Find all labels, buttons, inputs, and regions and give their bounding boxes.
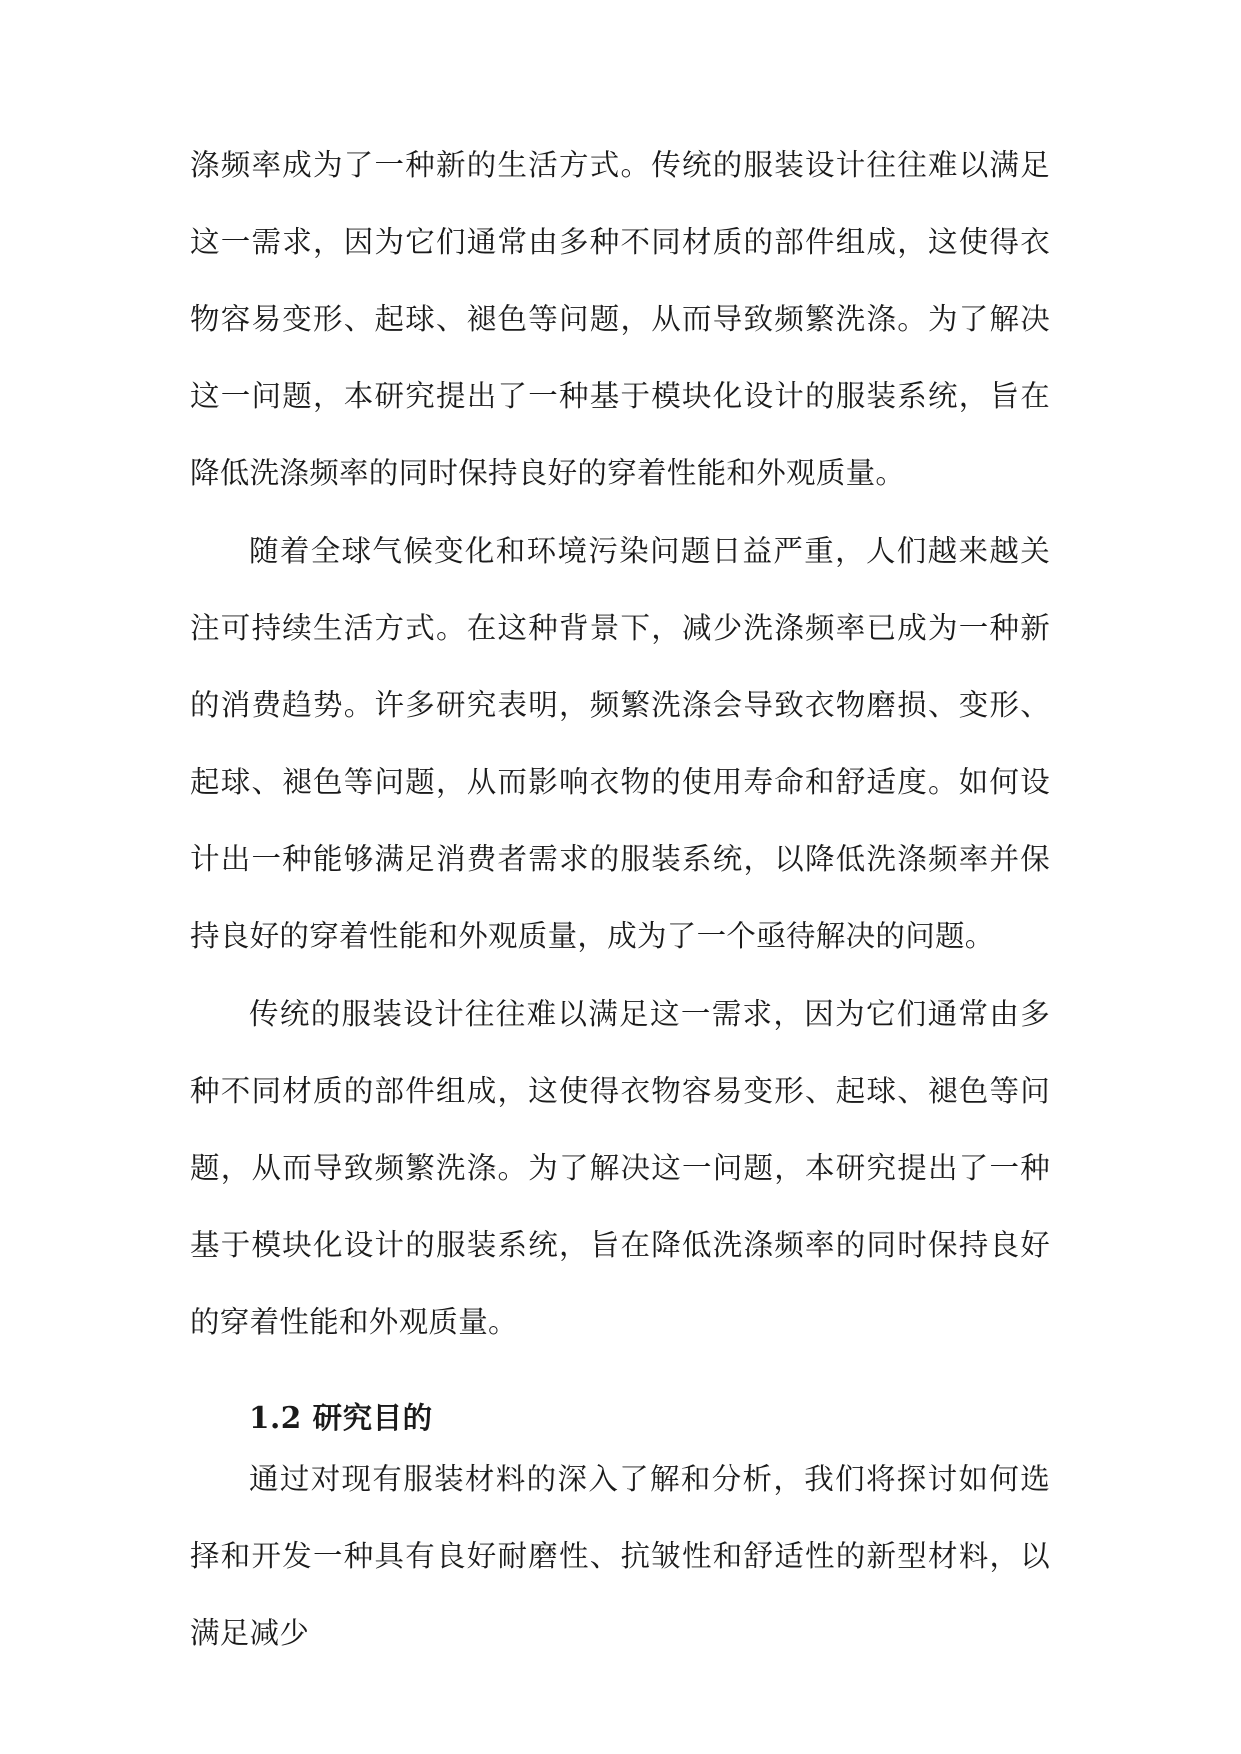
paragraph-continuation (190, 127, 1050, 512)
section-heading: 1.2 研究目的 (249, 1400, 433, 1435)
paragraph-background (190, 513, 1050, 975)
paragraph-text: 涤频率成为了一种新的生活方式。传统的服装设计往往难以满足这一需求，因为它们通常由多种不同材质的部件组成，这使得衣物容易变形、起球、褪色等问题，从而导致频繁洗涤。为了解决这一问题，本研究提出了一种基于模块化设计的服装系统，旨在降低洗涤频率的同时保持良好的穿着性能和外观质量。 (190, 148, 1050, 490)
paragraph-text: 随着全球气候变化和环境污染问题日益严重，人们越来越关注可持续生活方式。在这种背景下，减少洗涤频率已成为一种新的消费趋势。许多研究表明，频繁洗涤会导致衣物磨损、变形、起球、褪色等问题，从而影响衣物的使用寿命和舒适度。如何设计出一种能够满足消费者需求的服装系统，以降低洗涤频率并保持良好的穿着性能和外观质量，成为了一个亟待解决的问题。 (190, 534, 1050, 953)
paragraph-text: 传统的服装设计往往难以满足这一需求，因为它们通常由多种不同材质的部件组成，这使得衣物容易变形、起球、褪色等问题，从而导致频繁洗涤。为了解决这一问题，本研究提出了一种基于模块化设计的服装系统，旨在降低洗涤频率的同时保持良好的穿着性能和外观质量。 (190, 997, 1050, 1339)
paragraph-problem (190, 976, 1050, 1361)
paragraph-research-purpose (190, 1441, 1050, 1672)
paragraph-text: 通过对现有服装材料的深入了解和分析，我们将探讨如何选择和开发一种具有良好耐磨性、抗皱性和舒适性的新型材料，以满足减少 (190, 1462, 1050, 1650)
